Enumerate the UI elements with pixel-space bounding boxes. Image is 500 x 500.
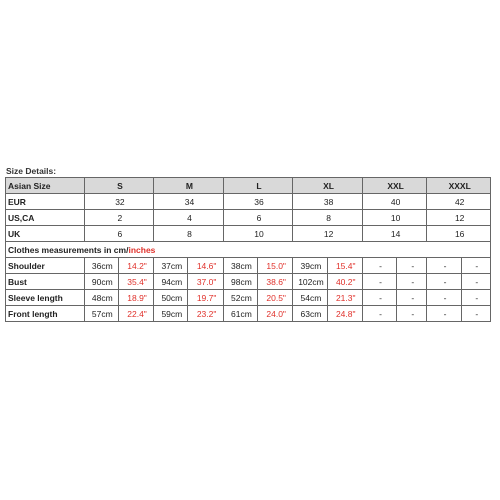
- inch-cell: 14.6": [188, 258, 223, 274]
- cm-cell: 63cm: [293, 306, 327, 322]
- inch-cell: 40.2": [327, 274, 362, 290]
- row-label: UK: [6, 226, 85, 242]
- inch-cell: 23.2": [188, 306, 223, 322]
- row-label: Shoulder: [6, 258, 85, 274]
- inch-cell: -: [461, 306, 490, 322]
- cm-cell: -: [362, 258, 396, 274]
- cm-cell: -: [427, 306, 461, 322]
- cm-cell: 37cm: [154, 258, 188, 274]
- cm-cell: 102cm: [293, 274, 327, 290]
- table-row: [6, 258, 491, 274]
- row-label: US,CA: [6, 210, 85, 226]
- inch-cell: -: [397, 290, 427, 306]
- cm-cell: -: [362, 306, 396, 322]
- table-row: [6, 210, 491, 226]
- table-row: [6, 290, 491, 306]
- size-header-s: S: [84, 178, 154, 194]
- table-row: [6, 306, 491, 322]
- measurements-heading-prefix: Clothes measurements in cm/: [8, 244, 129, 255]
- inch-cell: 15.4": [327, 258, 362, 274]
- inch-cell: 20.5": [258, 290, 293, 306]
- table-cell: 12: [427, 210, 491, 226]
- table-row: [6, 226, 491, 242]
- table-cell: 8: [154, 226, 224, 242]
- table-header-row: [6, 178, 491, 194]
- table-cell: 10: [362, 210, 427, 226]
- cm-cell: -: [362, 290, 396, 306]
- cm-cell: 39cm: [293, 258, 327, 274]
- table-cell: 6: [223, 210, 293, 226]
- table-cell: 12: [293, 226, 363, 242]
- inch-cell: -: [397, 306, 427, 322]
- size-header-m: M: [154, 178, 224, 194]
- inch-cell: 37.0": [188, 274, 223, 290]
- cm-cell: 54cm: [293, 290, 327, 306]
- measurements-heading-inches: inches: [128, 244, 156, 255]
- cm-cell: 90cm: [84, 274, 118, 290]
- measurements-section-row: [6, 242, 491, 258]
- inch-cell: -: [397, 258, 427, 274]
- size-chart-table: [5, 177, 491, 322]
- inch-cell: 18.9": [118, 290, 153, 306]
- table-cell: 8: [293, 210, 363, 226]
- cm-cell: -: [427, 258, 461, 274]
- measurements-heading: [6, 242, 491, 258]
- table-cell: 14: [362, 226, 427, 242]
- inch-cell: -: [397, 274, 427, 290]
- table-row: [6, 274, 491, 290]
- table-cell: 6: [84, 226, 154, 242]
- table-cell: 32: [84, 194, 154, 210]
- table-cell: 4: [154, 210, 224, 226]
- table-cell: 36: [223, 194, 293, 210]
- cm-cell: -: [362, 274, 396, 290]
- inch-cell: 24.0": [258, 306, 293, 322]
- table-cell: 2: [84, 210, 154, 226]
- cm-cell: 98cm: [223, 274, 257, 290]
- inch-cell: 22.4": [118, 306, 153, 322]
- table-cell: 34: [154, 194, 224, 210]
- inch-cell: 35.4": [118, 274, 153, 290]
- size-details-title: Size Details:: [6, 166, 57, 176]
- cm-cell: -: [427, 290, 461, 306]
- cm-cell: 50cm: [154, 290, 188, 306]
- cm-cell: 48cm: [84, 290, 118, 306]
- size-header-xxxl: XXXL: [427, 178, 491, 194]
- row-label: Bust: [6, 274, 85, 290]
- cm-cell: 38cm: [223, 258, 257, 274]
- table-cell: 38: [293, 194, 363, 210]
- table-row: [6, 194, 491, 210]
- inch-cell: -: [461, 274, 490, 290]
- inch-cell: 21.3": [327, 290, 362, 306]
- inch-cell: 15.0": [258, 258, 293, 274]
- table-cell: 42: [427, 194, 491, 210]
- table-cell: 16: [427, 226, 491, 242]
- size-header-l: L: [223, 178, 293, 194]
- inch-cell: 19.7": [188, 290, 223, 306]
- row-label: EUR: [6, 194, 85, 210]
- cm-cell: 36cm: [84, 258, 118, 274]
- table-cell: 40: [362, 194, 427, 210]
- inch-cell: 38.6": [258, 274, 293, 290]
- size-header-xl: XL: [293, 178, 363, 194]
- cm-cell: -: [427, 274, 461, 290]
- cm-cell: 59cm: [154, 306, 188, 322]
- inch-cell: 24.8": [327, 306, 362, 322]
- inch-cell: 14.2": [118, 258, 153, 274]
- inch-cell: -: [461, 290, 490, 306]
- size-header-xxl: XXL: [362, 178, 427, 194]
- cm-cell: 52cm: [223, 290, 257, 306]
- cm-cell: 57cm: [84, 306, 118, 322]
- row-label: Sleeve length: [6, 290, 85, 306]
- cm-cell: 61cm: [223, 306, 257, 322]
- row-label: Front length: [6, 306, 85, 322]
- header-label: Asian Size: [6, 178, 85, 194]
- cm-cell: 94cm: [154, 274, 188, 290]
- table-cell: 10: [223, 226, 293, 242]
- inch-cell: -: [461, 258, 490, 274]
